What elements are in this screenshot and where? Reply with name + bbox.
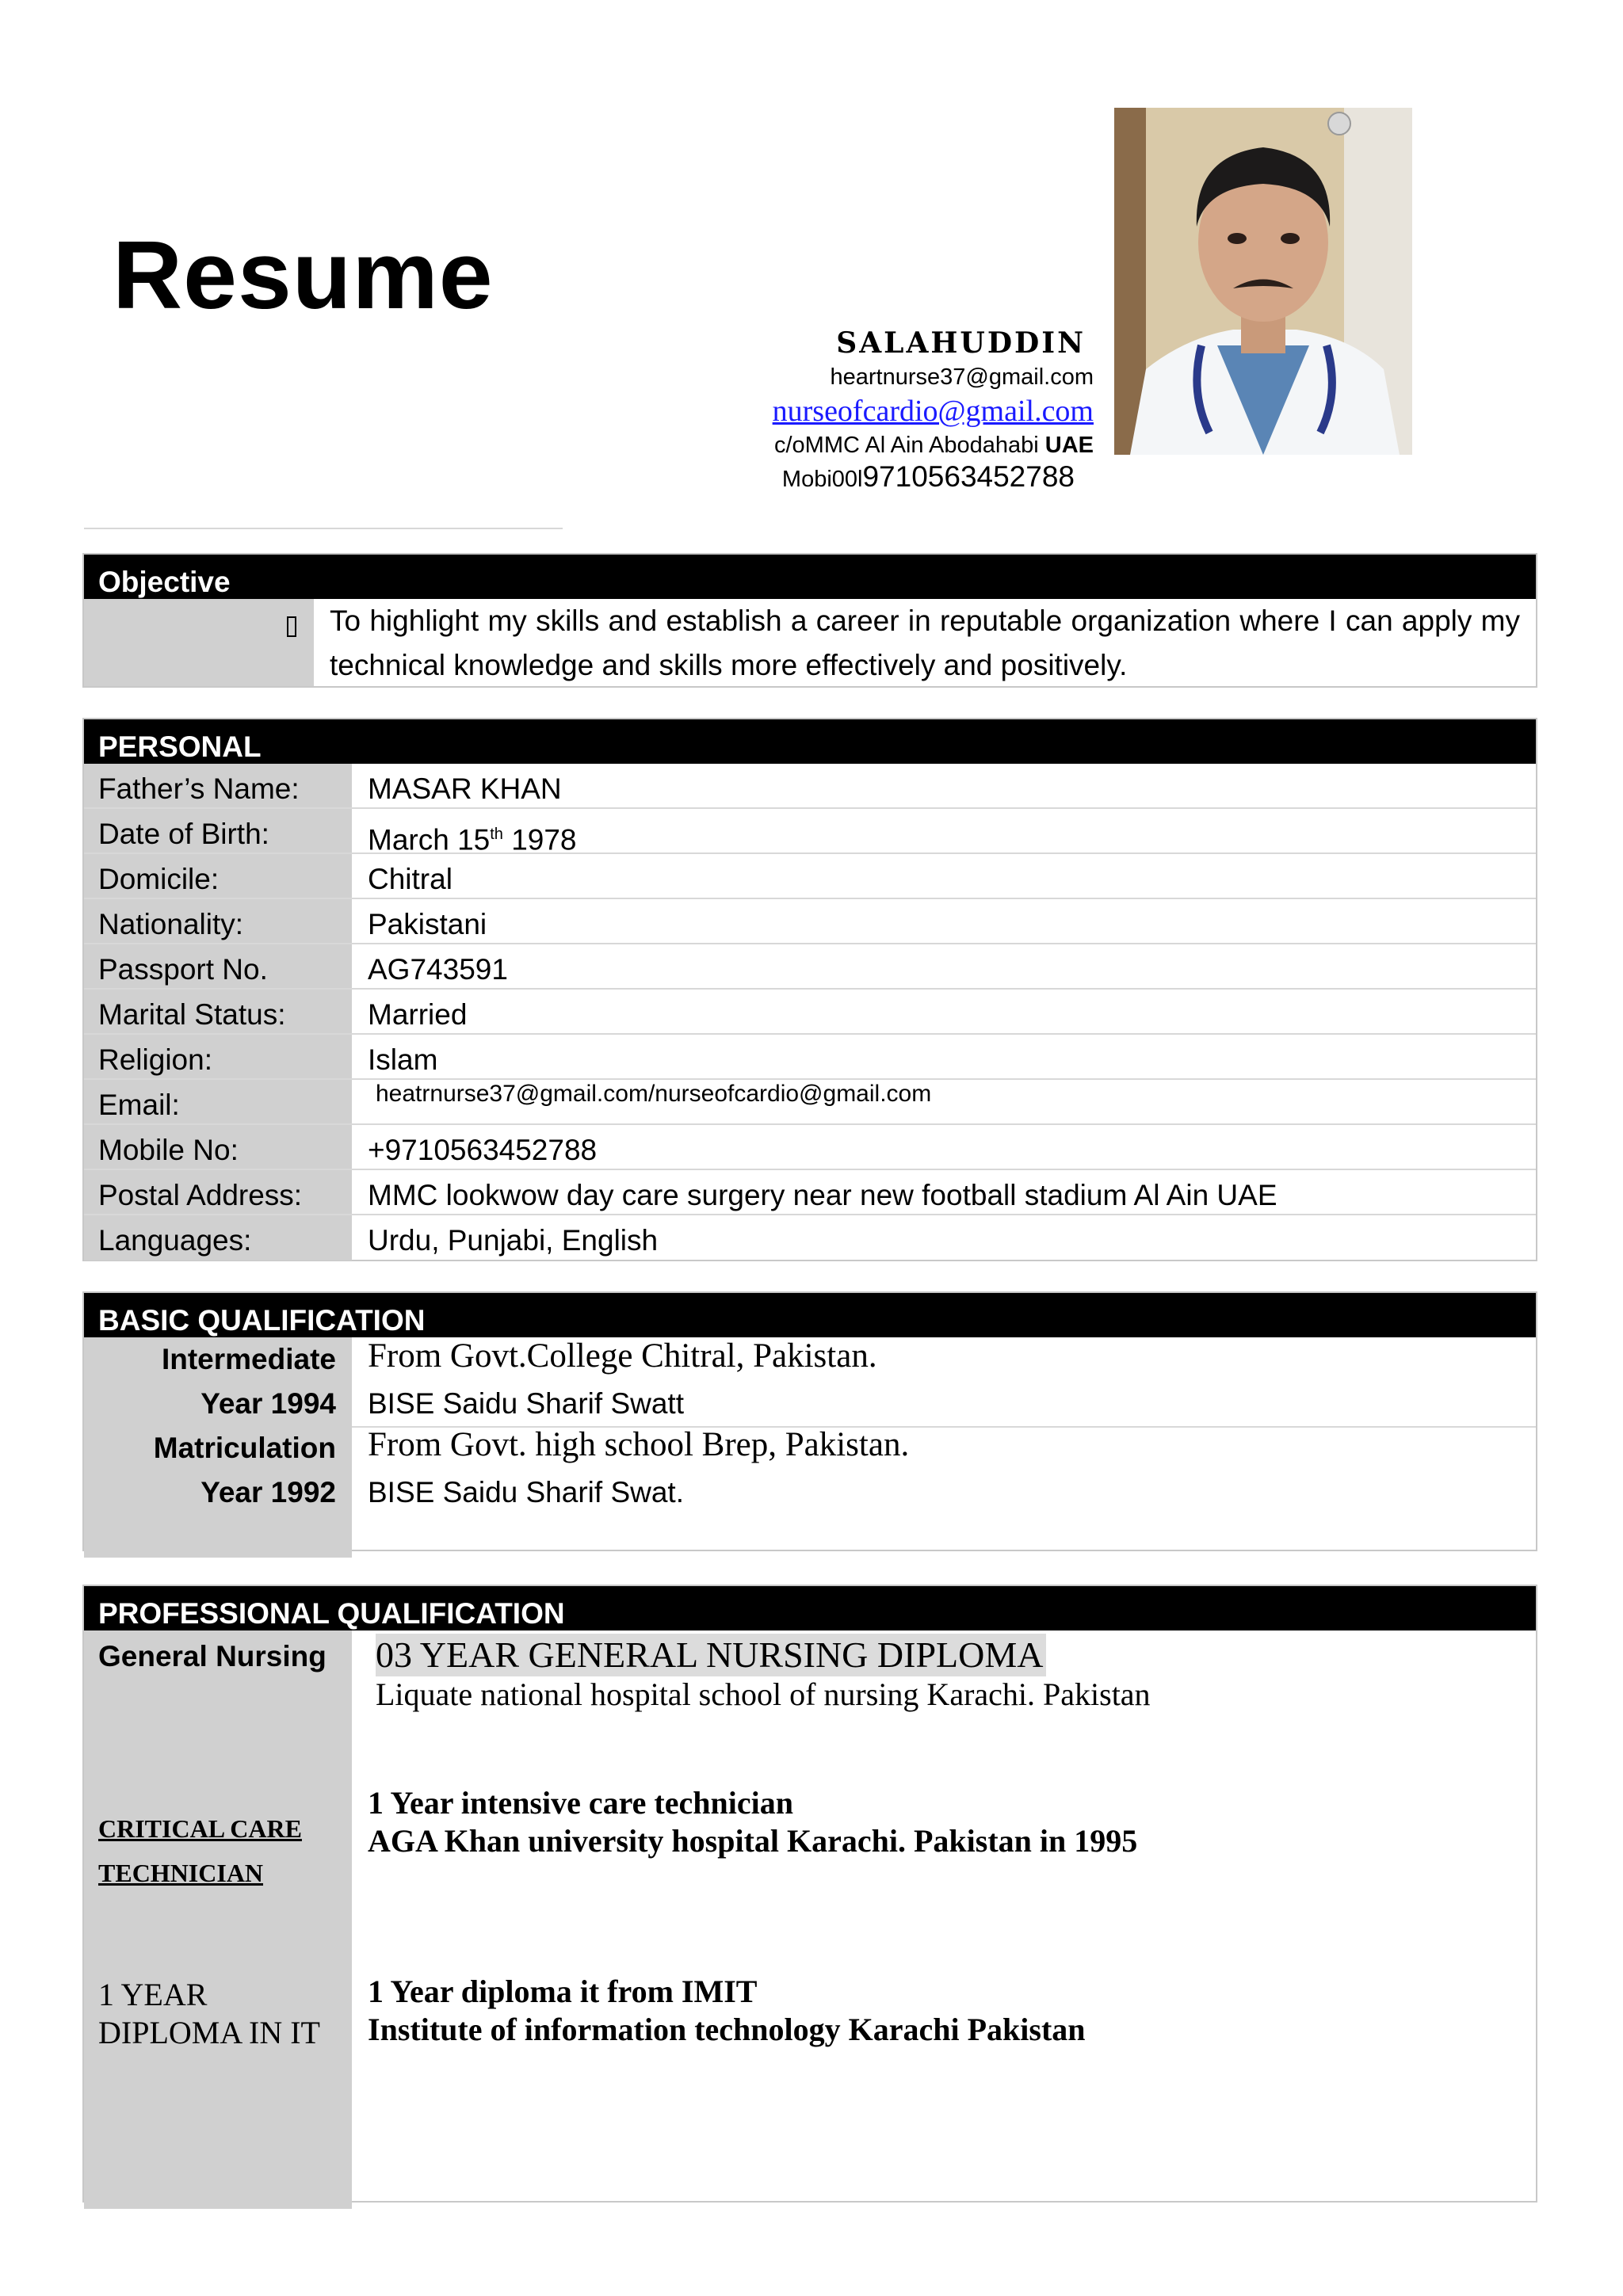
objective-section bbox=[82, 553, 1537, 688]
candidate-name: SALAHUDDIN bbox=[836, 326, 1086, 360]
qualification-institute: From Govt. high school Brep, Pakistan. bbox=[368, 1426, 910, 1463]
contact-email-primary: heartnurse37@gmail.com bbox=[830, 364, 1094, 390]
qualification-label: 1 YEAR bbox=[98, 1977, 208, 2012]
qualification-board: BISE Saidu Sharif Swatt bbox=[368, 1387, 684, 1420]
row-label: Email: bbox=[84, 1080, 352, 1123]
table-row bbox=[84, 1125, 1536, 1170]
basic-qualification-section bbox=[82, 1291, 1537, 1551]
table-row bbox=[84, 809, 1536, 854]
table-row bbox=[84, 764, 1536, 809]
objective-text: To highlight my skills and establish a career in reputable organization where I can apply my technical knowledge and skills more effectively and positively. bbox=[330, 605, 1520, 681]
mobile-number: 9710563452788 bbox=[862, 460, 1075, 493]
basic-qualification-body bbox=[84, 1337, 1536, 1558]
basic-qualification-heading: BASIC QUALIFICATION bbox=[84, 1293, 1536, 1337]
table-row bbox=[84, 944, 1536, 990]
contact-email-link[interactable]: nurseofcardio@gmail.com bbox=[772, 395, 1094, 428]
row-label: Languages: bbox=[84, 1215, 352, 1261]
row-value bbox=[352, 809, 1536, 852]
row-label: Passport No. bbox=[84, 944, 352, 988]
qualification-year: Year 1992 bbox=[200, 1476, 336, 1508]
professional-qualification-heading: PROFESSIONAL QUALIFICATION bbox=[84, 1586, 1536, 1630]
qualification-detail: Institute of information technology Karachi Pakistan bbox=[368, 2012, 1086, 2047]
row-value: AG743591 bbox=[368, 953, 508, 986]
qualification-title: 1 Year intensive care technician bbox=[368, 1785, 793, 1821]
row-value: +9710563452788 bbox=[368, 1134, 598, 1166]
dob-suffix: th bbox=[490, 826, 503, 843]
dob-text: March 15 bbox=[368, 823, 491, 852]
qualification-label: DIPLOMA IN IT bbox=[98, 2015, 320, 2050]
qualification-label: General Nursing bbox=[98, 1640, 327, 1672]
qualification-label: TECHNICIAN bbox=[98, 1859, 264, 1887]
qualification-institute: From Govt.College Chitral, Pakistan. bbox=[368, 1337, 877, 1375]
contact-block bbox=[650, 325, 1094, 495]
row-value: Pakistani bbox=[368, 908, 487, 940]
row-value: heatrnurse37@gmail.com/nurseofcardio@gmail.com bbox=[376, 1081, 932, 1107]
qualification-detail: AGA Khan university hospital Karachi. Pakistan in 1995 bbox=[368, 1823, 1138, 1859]
personal-table bbox=[84, 764, 1536, 1261]
qualification-label: CRITICAL CARE bbox=[98, 1814, 302, 1843]
row-label: Nationality: bbox=[84, 899, 352, 943]
professional-qualification-section bbox=[82, 1585, 1537, 2203]
table-row bbox=[84, 1170, 1536, 1215]
objective-heading: Objective bbox=[84, 555, 1536, 599]
row-label: Father’s Name: bbox=[84, 764, 352, 807]
table-row bbox=[84, 990, 1536, 1035]
row-value: Married bbox=[368, 998, 468, 1031]
table-row bbox=[84, 854, 1536, 899]
professional-qualification-body bbox=[84, 1630, 1536, 2209]
qualification-label: Matriculation bbox=[153, 1432, 336, 1464]
row-value: Chitral bbox=[368, 863, 453, 895]
row-label: Mobile No: bbox=[84, 1125, 352, 1169]
objective-label-cell bbox=[84, 599, 314, 686]
address-country: UAE bbox=[1044, 433, 1094, 458]
contact-mobile bbox=[650, 461, 1094, 495]
table-row bbox=[84, 1035, 1536, 1080]
resume-title: Resume bbox=[113, 221, 494, 329]
table-row bbox=[84, 899, 1536, 944]
personal-section bbox=[82, 718, 1537, 1261]
table-row bbox=[84, 1080, 1536, 1125]
qualification-detail: Liquate national hospital school of nursing Karachi. Pakistan bbox=[376, 1676, 1151, 1712]
row-label: Postal Address: bbox=[84, 1170, 352, 1214]
address-text: c/oMMC Al Ain Abodahabi bbox=[774, 433, 1045, 458]
bullet-glyph-icon bbox=[287, 616, 296, 637]
qualification-year: Year 1994 bbox=[200, 1387, 336, 1420]
row-label: Religion: bbox=[84, 1035, 352, 1078]
contact-address bbox=[650, 429, 1094, 461]
dob-year: 1978 bbox=[502, 823, 577, 852]
row-value: Urdu, Punjabi, English bbox=[368, 1224, 659, 1257]
title-divider bbox=[84, 528, 563, 529]
profile-photo bbox=[1114, 108, 1412, 455]
objective-body bbox=[84, 599, 1536, 686]
row-value: MASAR KHAN bbox=[368, 772, 562, 805]
table-row bbox=[84, 1215, 1536, 1261]
label-column bbox=[84, 1630, 352, 2209]
row-label: Date of Birth: bbox=[84, 809, 352, 852]
qualification-title: 03 YEAR GENERAL NURSING DIPLOMA bbox=[376, 1634, 1046, 1676]
row-value: MMC lookwow day care surgery near new football stadium Al Ain UAE bbox=[368, 1179, 1277, 1211]
row-label: Marital Status: bbox=[84, 990, 352, 1033]
qualification-title: 1 Year diploma it from IMIT bbox=[368, 1974, 758, 2009]
qualification-label: Intermediate bbox=[161, 1343, 336, 1375]
row-value: Islam bbox=[368, 1043, 438, 1076]
qualification-board: BISE Saidu Sharif Swat. bbox=[368, 1476, 684, 1508]
row-label: Domicile: bbox=[84, 854, 352, 898]
personal-heading: PERSONAL bbox=[84, 719, 1536, 764]
mobile-prefix: Mobi00l bbox=[781, 467, 863, 492]
